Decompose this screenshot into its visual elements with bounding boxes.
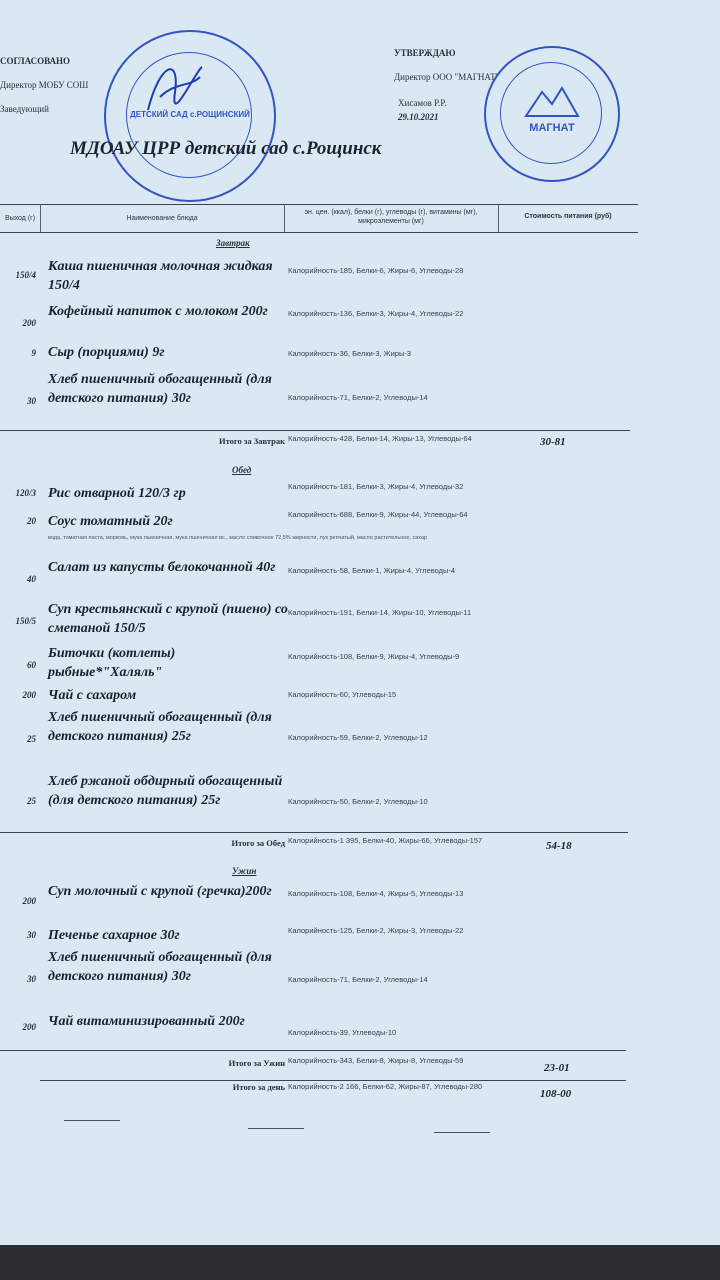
nutrition-cell: Калорийность-688, Белки-9, Жиры-44, Углеводы-64: [288, 510, 468, 519]
signature-line: [434, 1132, 490, 1133]
yield-cell: 30: [27, 396, 36, 406]
approved-label: УТВЕРЖДАЮ: [394, 48, 456, 58]
nutrition-cell: Калорийность-39, Углеводы-10: [288, 1028, 397, 1037]
yield-cell: 40: [27, 574, 36, 584]
nutrition-cell: Калорийность-125, Белки-2, Жиры-3, Углеводы-22: [288, 926, 464, 935]
yield-cell: 200: [22, 690, 36, 700]
dish-name: Салат из капусты белокочанной 40г: [48, 560, 276, 575]
cost-value: 54-18: [546, 840, 572, 852]
dish-name: Соус томатный 20г: [48, 514, 173, 529]
dish-name: Чай с сахаром: [48, 688, 137, 703]
agreed-label: СОГЛАСОВАНО: [0, 56, 71, 66]
yield-cell: 9: [31, 348, 36, 358]
right-name: Хисамов Р.Р.: [398, 98, 447, 108]
yield-cell: 200: [22, 318, 36, 328]
nutrition-cell: Калорийность-58, Белки-1, Жиры-4, Углеводы-4: [288, 566, 456, 575]
dish-name: Печенье сахарное 30г: [48, 928, 180, 943]
yield-cell: 150/4: [15, 270, 36, 280]
total-nutrition: Калорийность-428, Белки-14, Жиры-13, Углеводы-64: [288, 434, 472, 443]
dish-name: Хлеб пшеничный обогащенный (для детского питания) 25г: [48, 710, 272, 744]
nutrition-cell: Калорийность-191, Белки-14, Жиры-10, Углеводы-11: [288, 608, 472, 617]
left-position: Директор МОБУ СОШ: [0, 80, 89, 90]
left-signature-icon: [140, 52, 210, 122]
yield-cell: 25: [27, 796, 36, 806]
nutrition-cell: Калорийность-36, Белки-3, Жиры-3: [288, 349, 412, 358]
day-total-cost: 108-00: [540, 1088, 572, 1100]
cost-value: 23-01: [544, 1062, 570, 1074]
dish-name: Хлеб ржаной обдирный обогащенный (для детского питания) 25г: [48, 774, 283, 808]
nutrition-cell: Калорийность-136, Белки-3, Жиры-4, Углеводы-22: [288, 309, 464, 318]
dish-name: Чай витаминизированный 200г: [48, 1014, 245, 1029]
nutrition-cell: Калорийность-71, Белки-2, Углеводы-14: [288, 393, 428, 402]
col-yield: Выход (г): [4, 215, 36, 222]
yield-cell: 120/3: [15, 488, 36, 498]
total-label: Итого за Завтрак: [218, 436, 285, 446]
day-total-nutrition: Калорийность-2 166, Белки-62, Жиры-87, Углеводы-280: [288, 1082, 483, 1091]
page-title: МДОАУ ЦРР детский сад с.Рощинск: [70, 138, 382, 159]
mountain-icon: [524, 82, 580, 118]
left-head: Заведующий: [0, 104, 49, 114]
dish-name: Суп крестьянский с крупой (пшено) со сметаной 150/5: [48, 602, 288, 636]
dish-name: Каша пшеничная молочная жидкая 150/4: [48, 259, 273, 293]
yield-cell: 200: [22, 896, 36, 906]
yield-cell: 60: [27, 660, 36, 670]
section-dinner: Ужин: [232, 866, 257, 876]
section-lunch: Обед: [232, 465, 252, 475]
yield-cell: 200: [22, 1022, 36, 1032]
cost-value: 30-81: [540, 436, 566, 448]
nutrition-cell: Калорийность-108, Белки-9, Жиры-4, Углеводы-9: [288, 652, 460, 661]
left-stamp-text: ДЕТСКИЙ САД с.РОЩИНСКИЙ: [130, 110, 250, 119]
dish-name: Рис отварной 120/3 гр: [48, 486, 186, 501]
total-nutrition: Калорийность-1 395, Белки-40, Жиры-66, Углеводы-157: [288, 836, 483, 845]
dish-name: Хлеб пшеничный обогащенный (для детского питания) 30г: [48, 372, 272, 406]
nutrition-cell: Калорийность-108, Белки-4, Жиры-5, Углеводы-13: [288, 889, 464, 898]
signature-line: [248, 1128, 304, 1129]
yield-cell: 30: [27, 930, 36, 940]
nutrition-cell: Калорийность-50, Белки-2, Углеводы-10: [288, 797, 428, 806]
dish-name: Хлеб пшеничный обогащенный (для детского питания) 30г: [48, 950, 272, 984]
col-dish: Наименование блюда: [126, 215, 198, 222]
col-nutrition: эн. цен. (ккал), белки (г), углеводы (г), витамины (мг), микроэлементы (мг): [304, 209, 478, 225]
dish-name: Сыр (порциями) 9г: [48, 345, 165, 360]
yield-cell: 30: [27, 974, 36, 984]
nutrition-cell: Калорийность-71, Белки-2, Углеводы-14: [288, 975, 428, 984]
col-cost: Стоимость питания (руб): [524, 213, 612, 220]
total-nutrition: Калорийность-343, Белки-8, Жиры-8, Углеводы-59: [288, 1056, 464, 1065]
ingredients-note: вода, томатная паста, морковь, мука пшеничная, мука пшеничная вс., масло сливочное 72,5% жирности, лук репчатый, масло растительное, сахар: [48, 535, 428, 541]
right-stamp-text: МАГНАТ: [529, 122, 575, 134]
nutrition-cell: Калорийность-60, Углеводы-15: [288, 690, 397, 699]
yield-cell: 20: [27, 516, 36, 526]
nutrition-cell: Калорийность-181, Белки-3, Жиры-4, Углеводы-32: [288, 482, 464, 491]
section-breakfast: Завтрак: [216, 238, 250, 248]
total-label: Итого за Обед: [231, 838, 285, 848]
dish-name: Биточки (котлеты) рыбные*"Халяль": [48, 646, 176, 680]
dish-name: Суп молочный с крупой (гречка)200г: [48, 884, 272, 899]
nutrition-cell: Калорийность-185, Белки-6, Жиры-6, Углеводы-28: [288, 266, 464, 275]
yield-cell: 25: [27, 734, 36, 744]
right-date: 29.10.2021: [398, 112, 439, 122]
dish-name: Кофейный напиток с молоком 200г: [48, 304, 268, 319]
signature-line: [64, 1120, 120, 1121]
right-position: Директор ООО "МАГНАТ": [394, 72, 500, 82]
total-label: Итого за Ужин: [228, 1058, 285, 1068]
yield-cell: 150/5: [15, 616, 36, 626]
nutrition-cell: Калорийность-59, Белки-2, Углеводы-12: [288, 733, 428, 742]
day-total-label: Итого за день: [232, 1082, 285, 1092]
right-stamp: [484, 46, 620, 182]
